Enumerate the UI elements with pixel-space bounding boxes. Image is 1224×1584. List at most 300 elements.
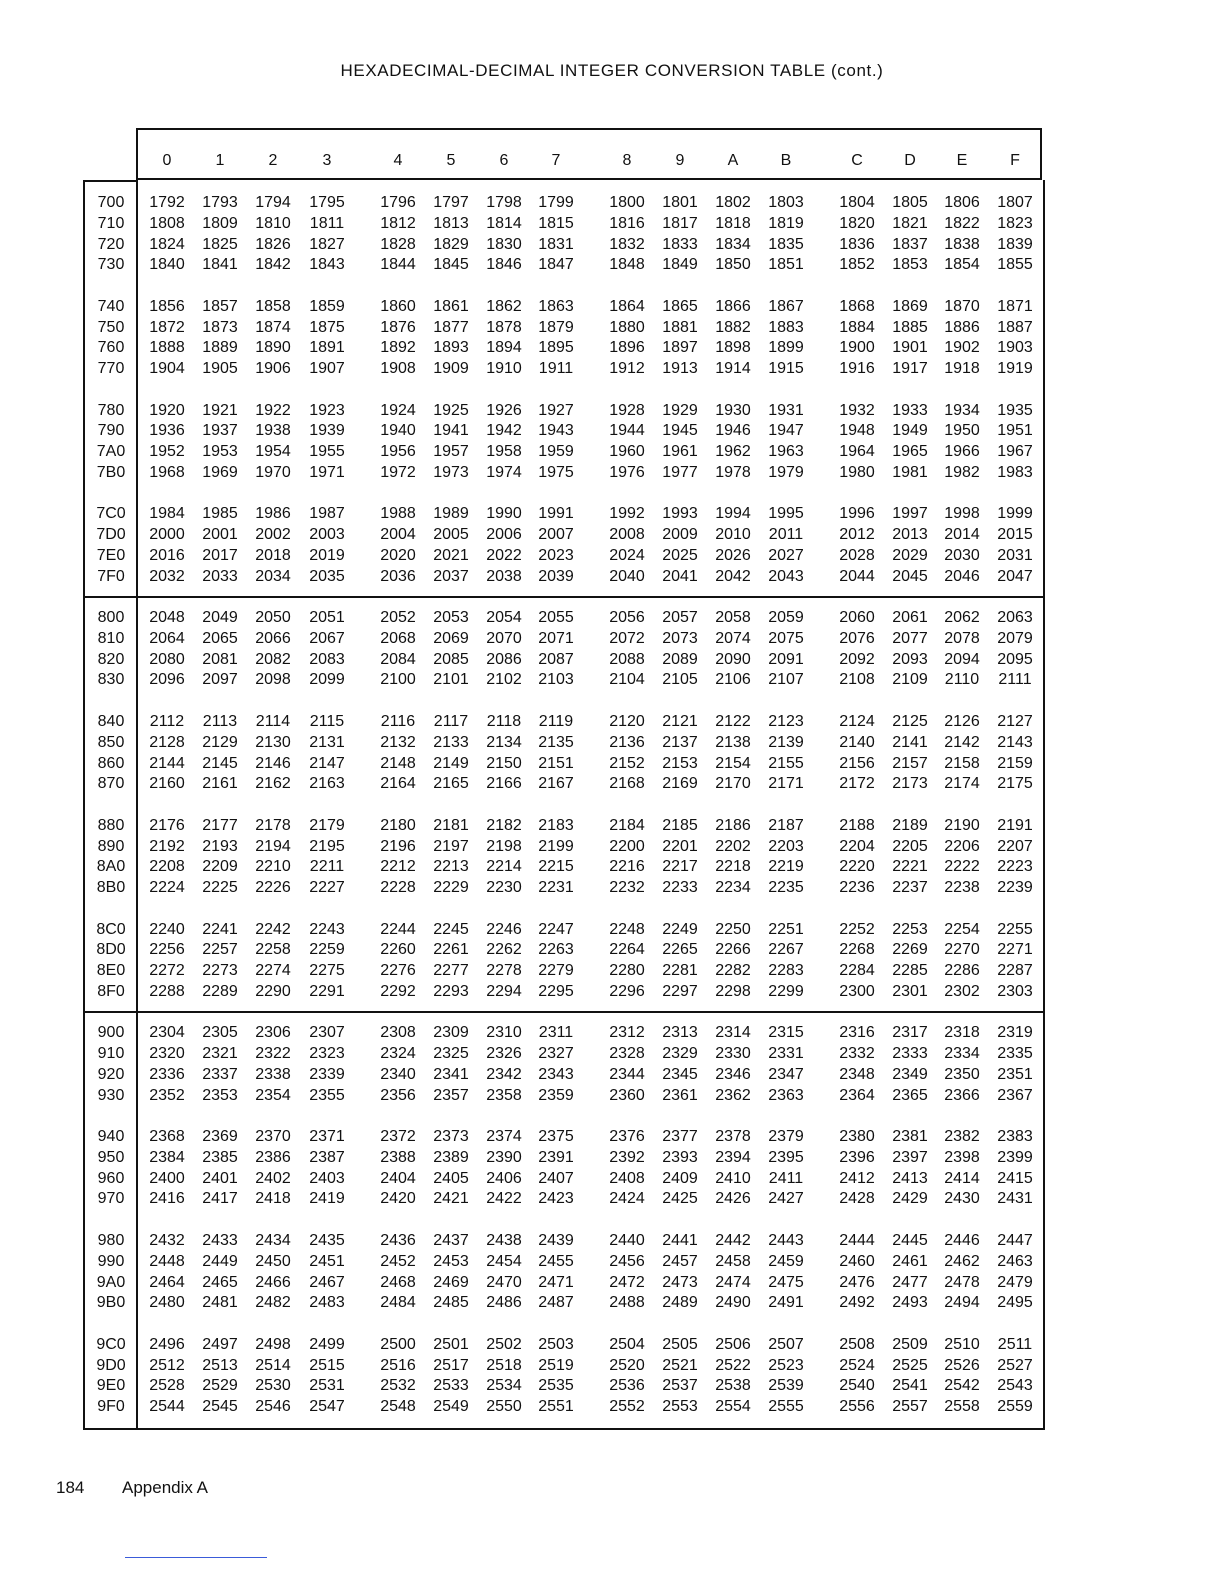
table-cell: 1884: [839, 318, 875, 336]
table-cell: 2198: [486, 837, 522, 855]
row-label: 770: [97, 360, 125, 378]
table-cell: 2337: [202, 1065, 238, 1083]
table-cell: 2469: [433, 1273, 469, 1291]
table-cell: 2051: [309, 609, 345, 627]
table-cell: 2040: [609, 567, 645, 585]
table-cell: 2477: [892, 1273, 928, 1291]
table-cell: 1792: [149, 194, 185, 211]
table-cell: 1991: [538, 505, 574, 523]
table-cell: 2197: [433, 837, 469, 855]
table-cell: 2207: [997, 837, 1033, 855]
table-cell: 2379: [768, 1128, 804, 1146]
table-cell: 2070: [486, 629, 522, 647]
table-cell: 2535: [538, 1377, 574, 1395]
section-label: Appendix A: [122, 1478, 209, 1497]
table-cell: 2283: [768, 962, 804, 980]
table-cell: 2162: [255, 775, 291, 793]
table-cell: 2552: [609, 1398, 645, 1416]
table-cell: 2280: [609, 962, 645, 980]
table-cell: 2247: [538, 920, 574, 938]
table-cell: 2019: [309, 546, 345, 564]
table-cell: 2527: [997, 1356, 1033, 1374]
table-cell: 2021: [433, 546, 469, 564]
table-cell: 1824: [149, 235, 185, 253]
table-cell: 1876: [380, 318, 416, 336]
table-cell: 2455: [538, 1252, 574, 1270]
table-cell: 1898: [715, 339, 751, 357]
table-cell: 2364: [839, 1086, 875, 1104]
table-cell: 1817: [662, 214, 698, 232]
table-cell: 2264: [609, 941, 645, 959]
table-cell: 2496: [149, 1335, 185, 1353]
table-cell: 2189: [892, 816, 928, 834]
row-label: 8C0: [96, 920, 126, 938]
table-cell: 2534: [486, 1377, 522, 1395]
table-cell: 2220: [839, 858, 875, 876]
table-cell: 1961: [662, 443, 698, 461]
table-cell: 2285: [892, 962, 928, 980]
table-cell: 2489: [662, 1294, 698, 1312]
table-cell: 2484: [380, 1294, 416, 1312]
conversion-table: [83, 128, 1045, 1430]
table-cell: 2298: [715, 982, 751, 1000]
table-cell: 2404: [380, 1169, 416, 1187]
table-cell: 1858: [255, 297, 291, 315]
table-cell: 1880: [609, 318, 645, 336]
table-cell: 2161: [202, 775, 238, 793]
row-label: 810: [97, 629, 125, 647]
table-cell: 2119: [538, 713, 574, 730]
table-cell: 2377: [662, 1128, 698, 1146]
table-cell: 2330: [715, 1045, 751, 1063]
table-cell: 2195: [309, 837, 345, 855]
table-cell: 2400: [149, 1169, 185, 1187]
table-cell: 1973: [433, 463, 469, 481]
table-cell: 2025: [662, 546, 698, 564]
table-cell: 1813: [433, 214, 469, 232]
row-label: 860: [97, 754, 125, 772]
table-cell: 1942: [486, 422, 522, 440]
table-cell: 2501: [433, 1335, 469, 1353]
table-cell: 2142: [944, 733, 980, 751]
table-cell: 2398: [944, 1148, 980, 1166]
table-cell: 2096: [149, 671, 185, 689]
table-cell: 2286: [944, 962, 980, 980]
block-separator: [83, 1011, 1045, 1013]
table-cell: 1943: [538, 422, 574, 440]
table-cell: 2082: [255, 650, 291, 668]
table-cell: 1932: [839, 401, 875, 419]
table-cell: 2226: [255, 879, 291, 897]
row-label: 730: [97, 256, 125, 274]
column-header-0: 0: [162, 152, 172, 169]
table-cell: 2533: [433, 1377, 469, 1395]
table-cell: 2463: [997, 1252, 1033, 1270]
table-cell: 2172: [839, 775, 875, 793]
table-cell: 1915: [768, 360, 804, 378]
table-cell: 1953: [202, 443, 238, 461]
table-cell: 2531: [309, 1377, 345, 1395]
table-cell: 2201: [662, 837, 698, 855]
table-cell: 2543: [997, 1377, 1033, 1395]
table-cell: 2062: [944, 609, 980, 627]
table-cell: 2557: [892, 1398, 928, 1416]
table-cell: 2000: [149, 526, 185, 544]
table-cell: 1902: [944, 339, 980, 357]
table-cell: 2056: [609, 609, 645, 627]
table-cell: 2075: [768, 629, 804, 647]
table-cell: 2375: [538, 1128, 574, 1146]
table-cell: 2208: [149, 858, 185, 876]
table-cell: 2308: [380, 1024, 416, 1042]
table-cell: 2462: [944, 1252, 980, 1270]
table-cell: 1897: [662, 339, 698, 357]
table-cell: 2182: [486, 816, 522, 834]
table-cell: 2261: [433, 941, 469, 959]
table-cell: 2488: [609, 1294, 645, 1312]
table-cell: 2497: [202, 1335, 238, 1353]
table-cell: 1830: [486, 235, 522, 253]
table-cell: 1802: [715, 194, 751, 211]
row-label: 720: [97, 235, 125, 253]
table-cell: 2295: [538, 982, 574, 1000]
table-cell: 2378: [715, 1128, 751, 1146]
row-label: 8E0: [96, 962, 126, 980]
table-cell: 2004: [380, 526, 416, 544]
table-cell: 2231: [538, 879, 574, 897]
table-cell: 2134: [486, 733, 522, 751]
table-cell: 2108: [839, 671, 875, 689]
table-cell: 2185: [662, 816, 698, 834]
row-label: 8F0: [97, 982, 125, 1000]
table-cell: 2095: [997, 650, 1033, 668]
table-cell: 1854: [944, 256, 980, 274]
table-cell: 2221: [892, 858, 928, 876]
table-cell: 1909: [433, 360, 469, 378]
table-cell: 1874: [255, 318, 291, 336]
table-cell: 1994: [715, 505, 751, 523]
table-cell: 2512: [149, 1356, 185, 1374]
column-header-8: 8: [622, 152, 632, 169]
table-cell: 2137: [662, 733, 698, 751]
table-cell: 2179: [309, 816, 345, 834]
table-cell: 2236: [839, 879, 875, 897]
table-cell: 2067: [309, 629, 345, 647]
table-cell: 2017: [202, 546, 238, 564]
table-cell: 1877: [433, 318, 469, 336]
table-cell: 2483: [309, 1294, 345, 1312]
table-cell: 2061: [892, 609, 928, 627]
table-cell: 2078: [944, 629, 980, 647]
table-cell: 2277: [433, 962, 469, 980]
table-cell: 1975: [538, 463, 574, 481]
table-cell: 1895: [538, 339, 574, 357]
table-cell: 1885: [892, 318, 928, 336]
table-cell: 2006: [486, 526, 522, 544]
table-cell: 1796: [380, 194, 416, 211]
table-cell: 2426: [715, 1190, 751, 1208]
table-cell: 2240: [149, 920, 185, 938]
table-cell: 2014: [944, 526, 980, 544]
table-cell: 2405: [433, 1169, 469, 1187]
table-cell: 1956: [380, 443, 416, 461]
row-label: 7F0: [97, 567, 125, 585]
table-cell: 2523: [768, 1356, 804, 1374]
table-cell: 1995: [768, 505, 804, 523]
table-cell: 1793: [202, 194, 238, 211]
table-cell: 1960: [609, 443, 645, 461]
row-label: 980: [97, 1232, 125, 1249]
table-cell: 2227: [309, 879, 345, 897]
table-cell: 2136: [609, 733, 645, 751]
table-cell: 2156: [839, 754, 875, 772]
row-label: 900: [97, 1024, 125, 1042]
table-cell: 2155: [768, 754, 804, 772]
table-cell: 2528: [149, 1377, 185, 1395]
table-cell: 2169: [662, 775, 698, 793]
table-cell: 2209: [202, 858, 238, 876]
table-cell: 2269: [892, 941, 928, 959]
row-label: 840: [97, 713, 125, 730]
table-cell: 1983: [997, 463, 1033, 481]
row-label: 750: [97, 318, 125, 336]
table-cell: 2498: [255, 1335, 291, 1353]
table-cell: 2541: [892, 1377, 928, 1395]
table-cell: 1811: [309, 214, 345, 232]
table-cell: 2513: [202, 1356, 238, 1374]
table-cell: 2124: [839, 713, 875, 730]
table-cell: 2065: [202, 629, 238, 647]
table-cell: 2255: [997, 920, 1033, 938]
table-cell: 1977: [662, 463, 698, 481]
block-separator: [83, 596, 1045, 598]
table-cell: 2304: [149, 1024, 185, 1042]
row-label: 8A0: [96, 858, 126, 876]
table-cell: 2445: [892, 1232, 928, 1249]
table-cell: 2016: [149, 546, 185, 564]
table-cell: 2470: [486, 1273, 522, 1291]
table-cell: 1882: [715, 318, 751, 336]
row-label: 700: [97, 194, 125, 211]
table-cell: 2186: [715, 816, 751, 834]
row-label: 880: [97, 816, 125, 834]
table-cell: 2260: [380, 941, 416, 959]
table-cell: 2093: [892, 650, 928, 668]
table-cell: 2102: [486, 671, 522, 689]
table-cell: 2045: [892, 567, 928, 585]
row-label: 7D0: [96, 526, 126, 544]
table-cell: 1856: [149, 297, 185, 315]
table-cell: 2168: [609, 775, 645, 793]
table-cell: 1954: [255, 443, 291, 461]
page-number: 184: [56, 1478, 85, 1497]
table-cell: 1978: [715, 463, 751, 481]
table-cell: 2454: [486, 1252, 522, 1270]
table-cell: 2429: [892, 1190, 928, 1208]
table-cell: 2384: [149, 1148, 185, 1166]
table-cell: 2088: [609, 650, 645, 668]
table-cell: 2430: [944, 1190, 980, 1208]
table-cell: 1827: [309, 235, 345, 253]
table-cell: 2356: [380, 1086, 416, 1104]
table-cell: 1962: [715, 443, 751, 461]
table-cell: 2363: [768, 1086, 804, 1104]
table-cell: 2191: [997, 816, 1033, 834]
table-cell: 2036: [380, 567, 416, 585]
table-cell: 2332: [839, 1045, 875, 1063]
table-cell: 1836: [839, 235, 875, 253]
table-cell: 2132: [380, 733, 416, 751]
table-cell: 2376: [609, 1128, 645, 1146]
table-cell: 2098: [255, 671, 291, 689]
table-cell: 1938: [255, 422, 291, 440]
table-cell: 2234: [715, 879, 751, 897]
table-cell: 2530: [255, 1377, 291, 1395]
table-cell: 2319: [997, 1024, 1033, 1042]
table-cell: 2217: [662, 858, 698, 876]
table-cell: 2443: [768, 1232, 804, 1249]
row-label: 830: [97, 671, 125, 689]
table-cell: 2402: [255, 1169, 291, 1187]
table-cell: 2153: [662, 754, 698, 772]
table-cell: 2084: [380, 650, 416, 668]
table-cell: 2268: [839, 941, 875, 959]
table-cell: 1866: [715, 297, 751, 315]
table-cell: 2357: [433, 1086, 469, 1104]
table-cell: 2467: [309, 1273, 345, 1291]
table-cell: 1801: [662, 194, 698, 211]
table-cell: 1900: [839, 339, 875, 357]
row-label: 780: [97, 401, 125, 419]
table-cell: 2105: [662, 671, 698, 689]
table-cell: 2505: [662, 1335, 698, 1353]
table-cell: 1889: [202, 339, 238, 357]
table-cell: 2150: [486, 754, 522, 772]
table-cell: 1807: [997, 194, 1033, 211]
table-cell: 2022: [486, 546, 522, 564]
table-cell: 2121: [662, 713, 698, 730]
table-cell: 2431: [997, 1190, 1033, 1208]
column-header-D: D: [904, 152, 916, 169]
table-cell: 2205: [892, 837, 928, 855]
table-cell: 2117: [433, 713, 469, 730]
table-cell: 1996: [839, 505, 875, 523]
table-cell: 2369: [202, 1128, 238, 1146]
table-cell: 2546: [255, 1398, 291, 1416]
table-cell: 2450: [255, 1252, 291, 1270]
table-cell: 1890: [255, 339, 291, 357]
table-cell: 2270: [944, 941, 980, 959]
table-cell: 2293: [433, 982, 469, 1000]
table-cell: 2414: [944, 1169, 980, 1187]
table-cell: 1914: [715, 360, 751, 378]
table-cell: 2037: [433, 567, 469, 585]
column-header-7: 7: [551, 152, 561, 169]
table-cell: 2516: [380, 1356, 416, 1374]
table-cell: 2087: [538, 650, 574, 668]
table-cell: 2354: [255, 1086, 291, 1104]
table-cell: 1894: [486, 339, 522, 357]
table-cell: 1808: [149, 214, 185, 232]
table-cell: 1853: [892, 256, 928, 274]
table-cell: 2460: [839, 1252, 875, 1270]
table-cell: 2089: [662, 650, 698, 668]
table-cell: 1940: [380, 422, 416, 440]
row-label: 930: [97, 1086, 125, 1104]
table-cell: 1935: [997, 401, 1033, 419]
table-cell: 2202: [715, 837, 751, 855]
table-cell: 2517: [433, 1356, 469, 1374]
table-cell: 2385: [202, 1148, 238, 1166]
table-cell: 2214: [486, 858, 522, 876]
table-cell: 2118: [486, 713, 522, 730]
table-cell: 2008: [609, 526, 645, 544]
table-cell: 2176: [149, 816, 185, 834]
table-cell: 2365: [892, 1086, 928, 1104]
table-cell: 2333: [892, 1045, 928, 1063]
table-cell: 1903: [997, 339, 1033, 357]
table-cell: 1951: [997, 422, 1033, 440]
table-cell: 2423: [538, 1190, 574, 1208]
table-cell: 2474: [715, 1273, 751, 1291]
table-cell: 2312: [609, 1024, 645, 1042]
table-cell: 2154: [715, 754, 751, 772]
table-cell: 2020: [380, 546, 416, 564]
table-cell: 1998: [944, 505, 980, 523]
table-cell: 2360: [609, 1086, 645, 1104]
table-cell: 2048: [149, 609, 185, 627]
table-cell: 1865: [662, 297, 698, 315]
table-cell: 2289: [202, 982, 238, 1000]
table-cell: 2027: [768, 546, 804, 564]
row-label: 910: [97, 1045, 125, 1063]
table-cell: 2390: [486, 1148, 522, 1166]
table-cell: 1848: [609, 256, 645, 274]
table-cell: 2380: [839, 1128, 875, 1146]
table-cell: 1821: [892, 214, 928, 232]
table-cell: 1964: [839, 443, 875, 461]
table-cell: 2305: [202, 1024, 238, 1042]
table-cell: 2383: [997, 1128, 1033, 1146]
table-cell: 2133: [433, 733, 469, 751]
table-cell: 1868: [839, 297, 875, 315]
table-cell: 2091: [768, 650, 804, 668]
table-cell: 2046: [944, 567, 980, 585]
table-cell: 2183: [538, 816, 574, 834]
table-cell: 2028: [839, 546, 875, 564]
table-cell: 1870: [944, 297, 980, 315]
table-cell: 2415: [997, 1169, 1033, 1187]
table-cell: 2466: [255, 1273, 291, 1291]
table-cell: 1985: [202, 505, 238, 523]
table-cell: 1840: [149, 256, 185, 274]
table-cell: 2338: [255, 1065, 291, 1083]
table-cell: 2157: [892, 754, 928, 772]
table-cell: 2237: [892, 879, 928, 897]
table-cell: 2072: [609, 629, 645, 647]
table-cell: 1814: [486, 214, 522, 232]
table-cell: 2163: [309, 775, 345, 793]
table-cell: 2086: [486, 650, 522, 668]
row-label: 7E0: [96, 546, 126, 564]
table-cell: 2262: [486, 941, 522, 959]
table-cell: 2446: [944, 1232, 980, 1249]
table-cell: 2524: [839, 1356, 875, 1374]
table-cell: 1901: [892, 339, 928, 357]
table-cell: 2325: [433, 1045, 469, 1063]
table-cell: 2024: [609, 546, 645, 564]
column-header-9: 9: [675, 152, 685, 169]
